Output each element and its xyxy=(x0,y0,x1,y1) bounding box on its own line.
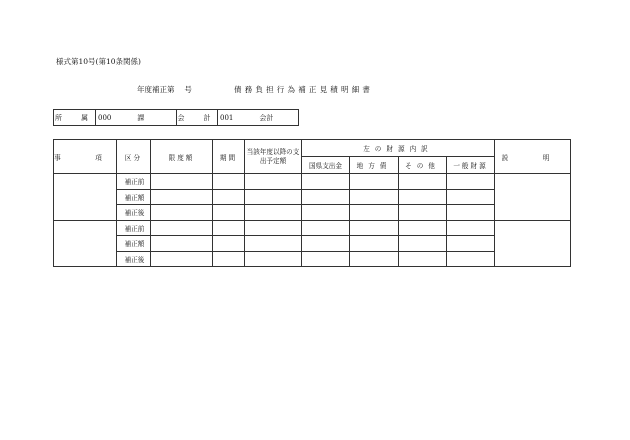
form-number: 様式第10号(第10条関係) xyxy=(56,57,141,66)
general-funds-cell[interactable] xyxy=(447,174,495,190)
category-cell: 補正額 xyxy=(117,189,151,205)
limit-amount-cell[interactable] xyxy=(151,205,213,221)
header-other: その他 xyxy=(399,157,447,174)
limit-amount-cell[interactable] xyxy=(151,251,213,267)
table-row xyxy=(54,205,571,221)
affiliation-value xyxy=(96,110,177,126)
category-cell: 補正前 xyxy=(117,174,151,190)
header-national-prefectural: 国県支出金 xyxy=(302,157,350,174)
table-row xyxy=(54,174,571,190)
table-row xyxy=(54,236,571,252)
header-local-bonds: 地方債 xyxy=(350,157,399,174)
general-funds-cell[interactable] xyxy=(447,205,495,221)
header-row-1 xyxy=(54,140,571,157)
general-funds-cell[interactable] xyxy=(447,189,495,205)
account-name: 会計 xyxy=(259,113,274,122)
national-prefectural-cell[interactable] xyxy=(302,189,350,205)
planned-expenditure-cell[interactable] xyxy=(245,251,302,267)
planned-expenditure-cell[interactable] xyxy=(245,236,302,252)
other-cell[interactable] xyxy=(399,236,447,252)
local-bonds-cell[interactable] xyxy=(350,205,399,221)
header-period: 期間 xyxy=(213,140,245,174)
limit-amount-cell[interactable] xyxy=(151,220,213,236)
planned-expenditure-cell[interactable] xyxy=(245,189,302,205)
account-value xyxy=(218,110,299,126)
limit-amount-cell[interactable] xyxy=(151,236,213,252)
department-table xyxy=(53,109,299,126)
affiliation-name: 課 xyxy=(137,113,145,122)
category-cell: 補正前 xyxy=(117,220,151,236)
period-cell[interactable] xyxy=(213,220,245,236)
estimate-table xyxy=(53,139,571,267)
other-cell[interactable] xyxy=(399,205,447,221)
national-prefectural-cell[interactable] xyxy=(302,251,350,267)
header-description: 説 明 xyxy=(495,140,571,174)
table-row xyxy=(54,220,571,236)
local-bonds-cell[interactable] xyxy=(350,189,399,205)
header-planned-expenditure: 当該年度以降の支出予定額 xyxy=(245,140,302,174)
header-funding-breakdown: 左の財源内訳 xyxy=(302,140,495,157)
category-cell: 補正後 xyxy=(117,205,151,221)
description-cell[interactable] xyxy=(495,220,571,267)
period-cell[interactable] xyxy=(213,174,245,190)
national-prefectural-cell[interactable] xyxy=(302,220,350,236)
planned-expenditure-cell[interactable] xyxy=(245,174,302,190)
other-cell[interactable] xyxy=(399,251,447,267)
affiliation-label: 所 属 xyxy=(54,110,96,126)
category-cell: 補正後 xyxy=(117,251,151,267)
header-item: 事 項 xyxy=(54,140,117,174)
item-cell[interactable] xyxy=(54,220,117,267)
other-cell[interactable] xyxy=(399,174,447,190)
table-row xyxy=(54,251,571,267)
document-title: 債務負担行為補正見積明細書 xyxy=(234,85,374,94)
period-cell[interactable] xyxy=(213,189,245,205)
account-code: 001 xyxy=(220,113,234,122)
national-prefectural-cell[interactable] xyxy=(302,236,350,252)
item-cell[interactable] xyxy=(54,174,117,221)
affiliation-code: 000 xyxy=(98,113,112,122)
header-category: 区分 xyxy=(117,140,151,174)
other-cell[interactable] xyxy=(399,220,447,236)
period-cell[interactable] xyxy=(213,251,245,267)
header-limit-amount: 限度額 xyxy=(151,140,213,174)
limit-amount-cell[interactable] xyxy=(151,174,213,190)
header-general-funds: 一般財源 xyxy=(447,157,495,174)
local-bonds-cell[interactable] xyxy=(350,220,399,236)
account-label: 会 計 xyxy=(177,110,218,126)
document-title-line xyxy=(0,84,630,96)
other-cell[interactable] xyxy=(399,189,447,205)
planned-expenditure-cell[interactable] xyxy=(245,205,302,221)
local-bonds-cell[interactable] xyxy=(350,174,399,190)
category-cell: 補正額 xyxy=(117,236,151,252)
general-funds-cell[interactable] xyxy=(447,251,495,267)
period-cell[interactable] xyxy=(213,236,245,252)
general-funds-cell[interactable] xyxy=(447,220,495,236)
local-bonds-cell[interactable] xyxy=(350,251,399,267)
national-prefectural-cell[interactable] xyxy=(302,205,350,221)
national-prefectural-cell[interactable] xyxy=(302,174,350,190)
period-cell[interactable] xyxy=(213,205,245,221)
general-funds-cell[interactable] xyxy=(447,236,495,252)
planned-expenditure-cell[interactable] xyxy=(245,220,302,236)
fiscal-year-label: 年度補正第 号 xyxy=(137,85,192,94)
limit-amount-cell[interactable] xyxy=(151,189,213,205)
description-cell[interactable] xyxy=(495,174,571,221)
table-row xyxy=(54,189,571,205)
local-bonds-cell[interactable] xyxy=(350,236,399,252)
